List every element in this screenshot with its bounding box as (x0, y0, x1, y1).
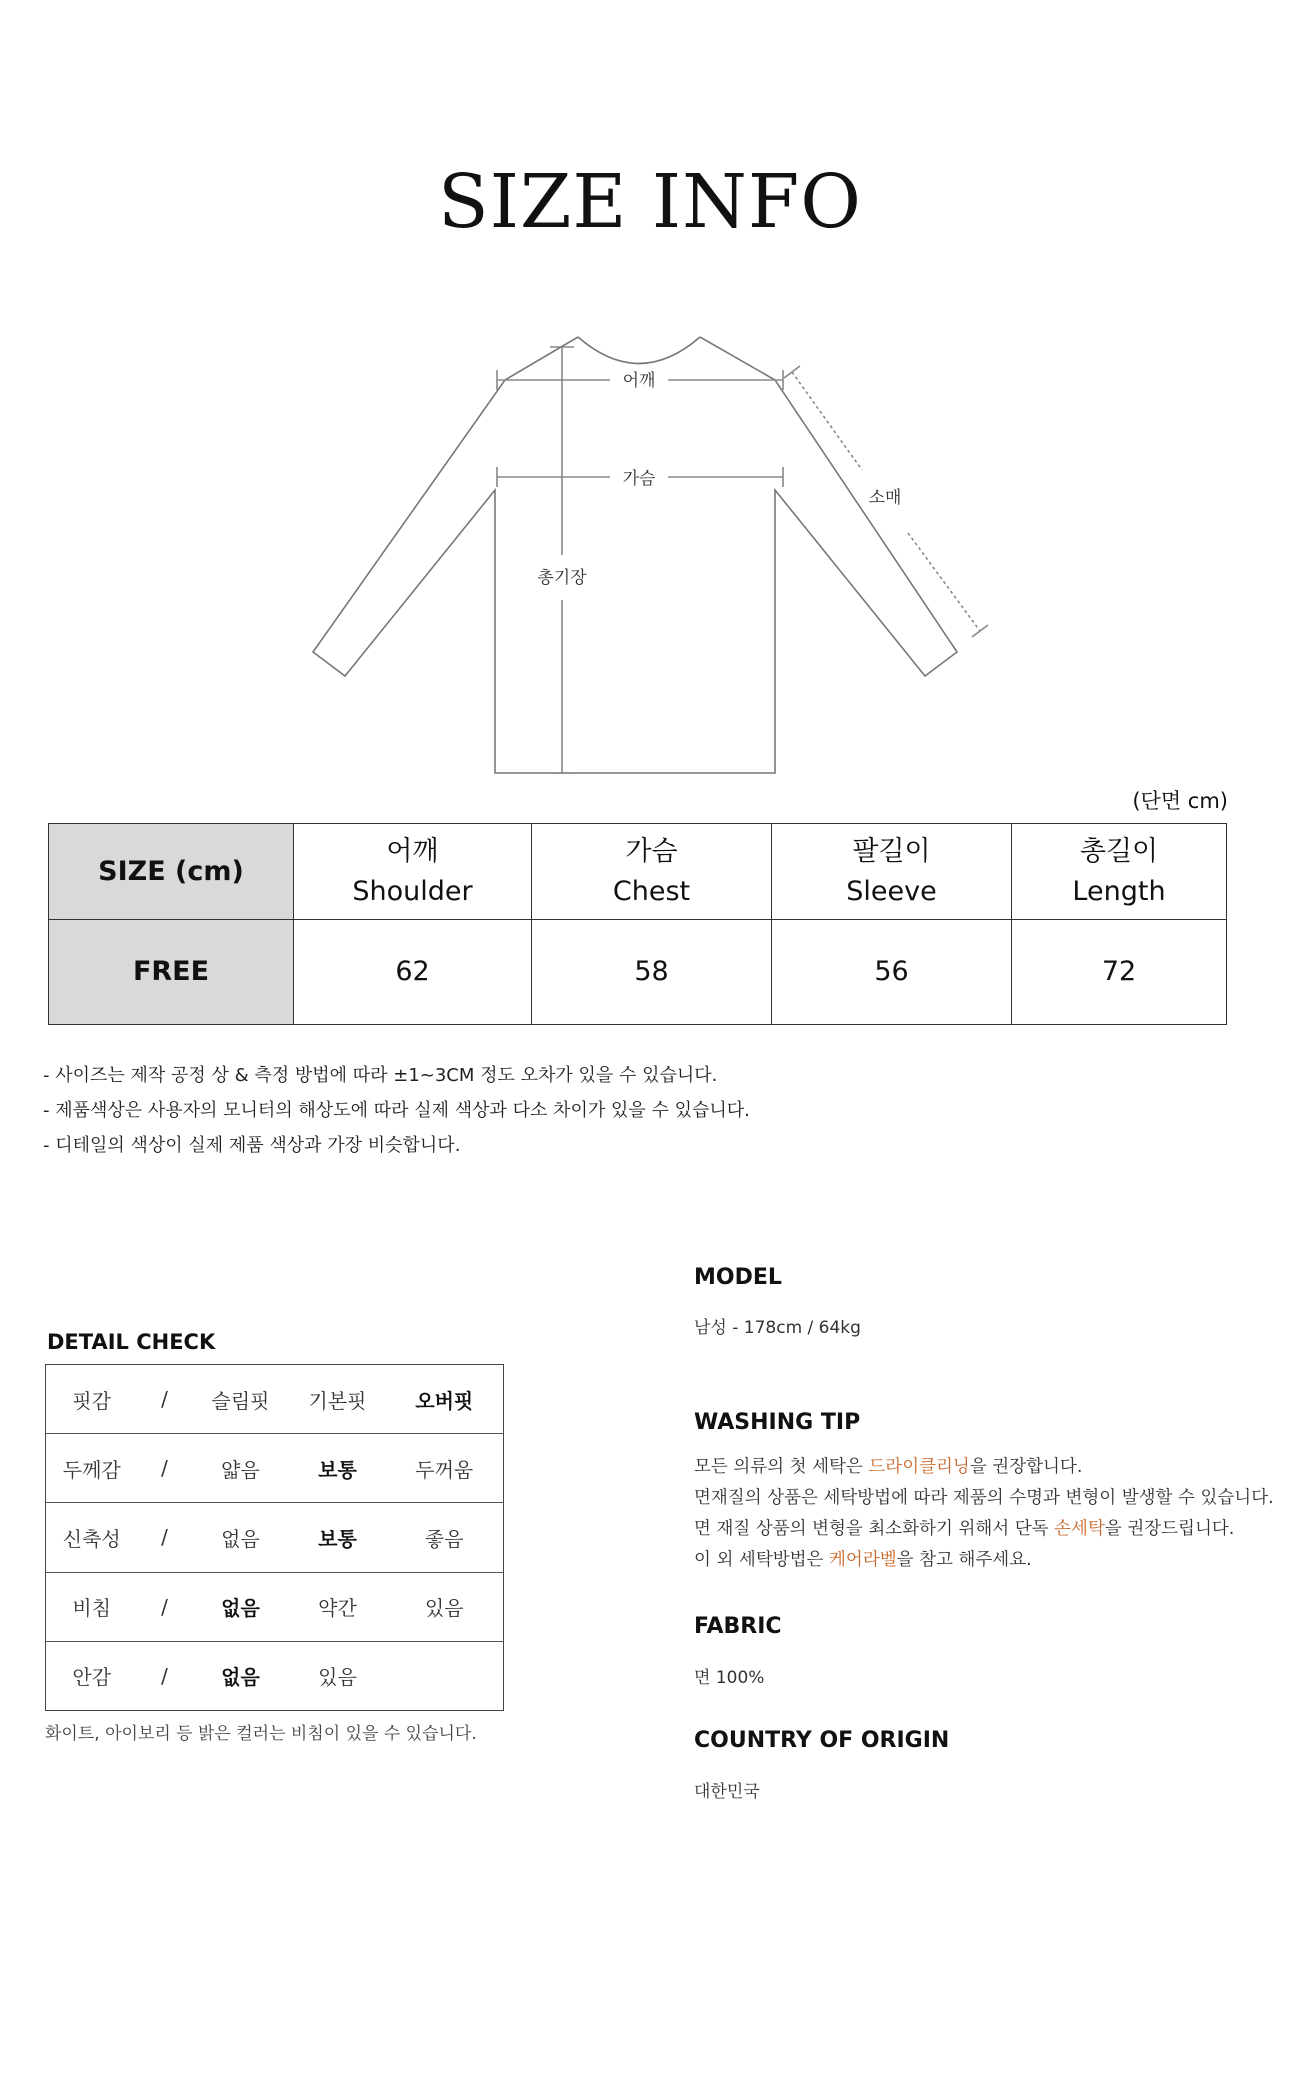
detail-check-option: 있음 (318, 1665, 357, 1690)
detail-check-label: 신축성 (46, 1503, 138, 1572)
note-line: - 디테일의 색상이 실제 제품 색상과 가장 비슷합니다. (43, 1135, 461, 1156)
header-ko: 가슴 (625, 836, 678, 868)
size-table-header-shoulder (294, 824, 532, 920)
model-text: 남성 - 178cm / 64kg (694, 1318, 861, 1338)
detail-check-option: 없음 (192, 1503, 290, 1572)
origin-text: 대한민국 (694, 1782, 760, 1802)
detail-check-row (46, 1365, 504, 1434)
size-table-corner: SIZE (cm) (49, 824, 294, 920)
detail-check-row (46, 1503, 504, 1572)
size-label: FREE (49, 920, 294, 1025)
washing-text: 면재질의 상품은 세탁방법에 따라 제품의 수명과 변형이 발생할 수 있습니다. (694, 1488, 1274, 1508)
detail-check-option: 좋음 (386, 1503, 504, 1572)
detail-check-option: 없음 (192, 1572, 290, 1641)
size-value-sleeve: 56 (772, 920, 1012, 1025)
note-line: - 제품색상은 사용자의 모니터의 해상도에 따라 실제 색상과 다소 차이가 있을 수 있습니다. (43, 1100, 750, 1121)
size-value-chest: 58 (532, 920, 772, 1025)
washing-text: 모든 의류의 첫 세탁은 (694, 1457, 869, 1477)
detail-check-option: 약간 (290, 1572, 386, 1641)
size-table-header-length (1012, 824, 1227, 920)
detail-check-label: 핏감 (46, 1365, 138, 1434)
detail-check-option: 슬림핏 (192, 1365, 290, 1434)
fabric-text: 면 100% (694, 1668, 765, 1688)
detail-check-option: 기본핏 (290, 1365, 386, 1434)
header-en: Shoulder (352, 875, 473, 907)
size-table-header-chest (532, 824, 772, 920)
size-table (48, 823, 1227, 1025)
detail-check-label: 두께감 (46, 1434, 138, 1503)
detail-check-option: 있음 (386, 1572, 504, 1641)
detail-check-label: 안감 (72, 1665, 112, 1690)
note-line: - 사이즈는 제작 공정 상 & 측정 방법에 따라 ±1~3CM 정도 오차가 있을 수 있습니다. (43, 1065, 718, 1086)
washing-text: 이 외 세탁방법은 (694, 1550, 830, 1570)
washing-line (694, 1514, 1274, 1545)
header-ko: 어깨 (386, 836, 439, 868)
size-value-length: 72 (1012, 920, 1227, 1025)
garment-diagram (0, 0, 1300, 800)
header-ko: 총길이 (1079, 836, 1159, 868)
detail-check-option: 두꺼움 (386, 1434, 504, 1503)
detail-check-separator: / (138, 1572, 192, 1641)
header-ko: 팔길이 (852, 836, 931, 868)
header-en: Length (1072, 875, 1166, 907)
washing-text: 을 권장합니다. (969, 1457, 1083, 1477)
detail-check-note: 화이트, 아이보리 등 밝은 컬러는 비침이 있을 수 있습니다. (45, 1724, 477, 1744)
washing-text: 을 참고 해주세요. (896, 1550, 1032, 1570)
washing-tip-lines (694, 1452, 1274, 1576)
detail-check-table (45, 1364, 504, 1711)
detail-check-option: 오버핏 (386, 1365, 504, 1434)
detail-check-row (46, 1641, 504, 1710)
size-value-shoulder: 62 (294, 920, 532, 1025)
detail-check-option: 없음 (221, 1665, 260, 1690)
washing-line (694, 1452, 1274, 1483)
washing-highlight: 케어라벨 (829, 1550, 897, 1570)
washing-tip-heading: WASHING TIP (694, 1410, 861, 1435)
page-title: SIZE INFO (438, 159, 862, 245)
washing-highlight: 드라이클리닝 (868, 1457, 970, 1477)
unit-note: (단면 cm) (1132, 789, 1228, 813)
size-table-header-sleeve (772, 824, 1012, 920)
diagram-label-sleeve: 소매 (868, 488, 902, 508)
detail-check-separator: / (138, 1365, 192, 1434)
header-en: Chest (612, 875, 691, 907)
detail-check-label: 비침 (46, 1572, 138, 1641)
detail-check-separator: / (161, 1663, 168, 1688)
size-table-header-row (49, 824, 1227, 920)
detail-check-row (46, 1572, 504, 1641)
detail-check-row (46, 1434, 504, 1503)
detail-check-title: DETAIL CHECK (47, 1330, 216, 1354)
detail-check-option: 얇음 (192, 1434, 290, 1503)
washing-line (694, 1483, 1274, 1514)
fabric-heading: FABRIC (694, 1614, 782, 1639)
detail-check-separator: / (138, 1503, 192, 1572)
diagram-label-length: 총기장 (537, 568, 587, 588)
washing-text: 면 재질 상품의 변형을 최소화하기 위해서 단독 (694, 1519, 1055, 1539)
washing-text: 을 권장드립니다. (1104, 1519, 1235, 1539)
diagram-label-shoulder: 어깨 (622, 371, 656, 391)
detail-check-separator: / (138, 1434, 192, 1503)
washing-line (694, 1545, 1274, 1576)
diagram-label-chest: 가슴 (622, 469, 656, 489)
washing-highlight: 손세탁 (1054, 1519, 1105, 1539)
size-notes (43, 1058, 750, 1163)
detail-check-option: 보통 (290, 1434, 386, 1503)
size-table-row (49, 920, 1227, 1025)
detail-check-option (386, 1641, 504, 1710)
origin-heading: COUNTRY OF ORIGIN (694, 1728, 950, 1753)
model-heading: MODEL (694, 1265, 782, 1290)
header-en: Sleeve (846, 875, 937, 907)
detail-check-option: 보통 (290, 1503, 386, 1572)
